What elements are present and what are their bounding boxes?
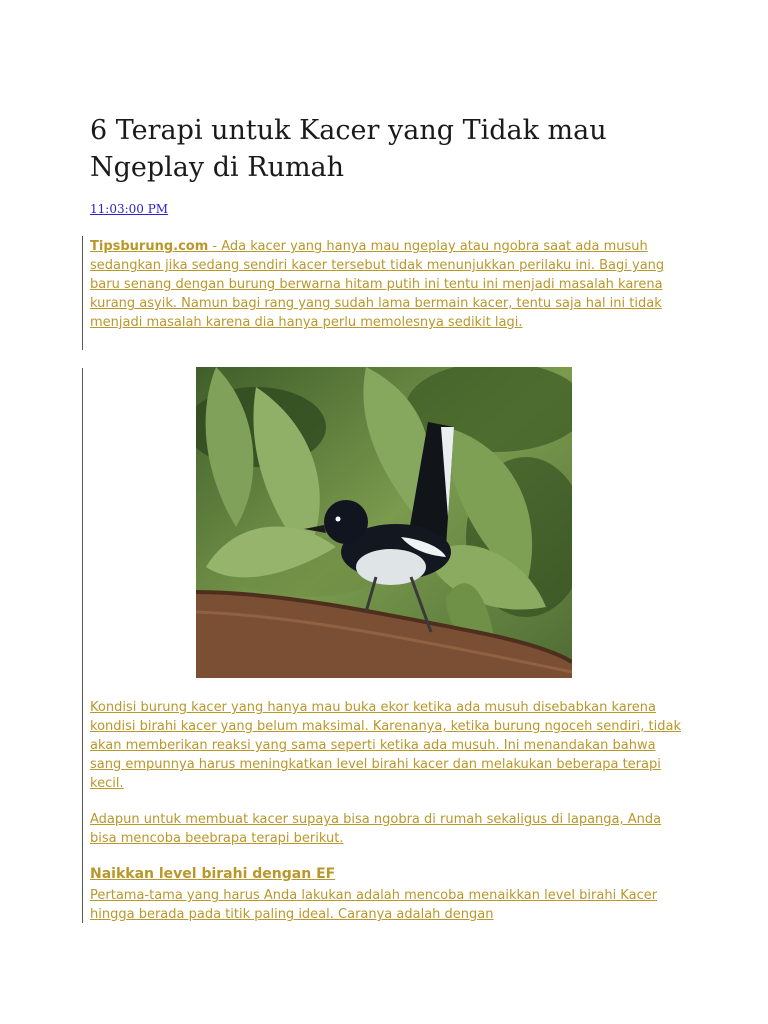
source-brand-link[interactable]: Tipsburung.com — [90, 239, 209, 254]
kacer-bird-image — [196, 367, 572, 678]
paragraph-3[interactable]: Adapun untuk membuat kacer supaya bisa ngobra di rumah sekaligus di lapanga, Anda bisa mencoba beebrapa terapi berikut. — [90, 812, 662, 846]
paragraph-2[interactable]: Kondisi burung kacer yang hanya mau buka ekor ketika ada musuh disebabkan karena kondisi birahi kacer yang belum maksimal. Karenanya, ketika burung ngoceh sendiri, tidak akan memberikan reaksi yang sama seperti ketika ada musuh. Ini menandakan bahwa sang empunnya harus meningkatkan level birahi kacer dan melakukan beberapa terapi kecil. — [90, 700, 681, 791]
section-subheading[interactable]: Naikkan level birahi dengan EF — [90, 866, 336, 882]
blockquote-border — [82, 236, 83, 350]
post-timestamp-link[interactable]: 11:03:00 PM — [90, 202, 169, 216]
intro-text: - Ada kacer yang hanya mau ngeplay atau ngobra saat ada musuh sedangkan jika sedang sendiri kacer tersebut tidak menunjukkan perilaku ini. Bagi yang baru senang dengan burung berwarna hitam putih ini tentu ini menjadi masalah karena kurang asyik. Namun bagi rang yang sudah lama bermain kacer, tentu saja hal ini tidak menjadi masalah karena dia hanya perlu memolesnya sedikit lagi. — [90, 239, 665, 330]
content-border — [82, 368, 83, 923]
intro-paragraph[interactable] — [90, 237, 690, 332]
page-title: 6 Terapi untuk Kacer yang Tidak mau Ngeplay di Rumah — [90, 115, 607, 183]
paragraph-4[interactable]: Pertama-tama yang harus Anda lakukan adalah mencoba menaikkan level birahi Kacer hingga berada pada titik paling ideal. Caranya adalah dengan — [90, 888, 658, 922]
bird-photo — [196, 367, 572, 678]
